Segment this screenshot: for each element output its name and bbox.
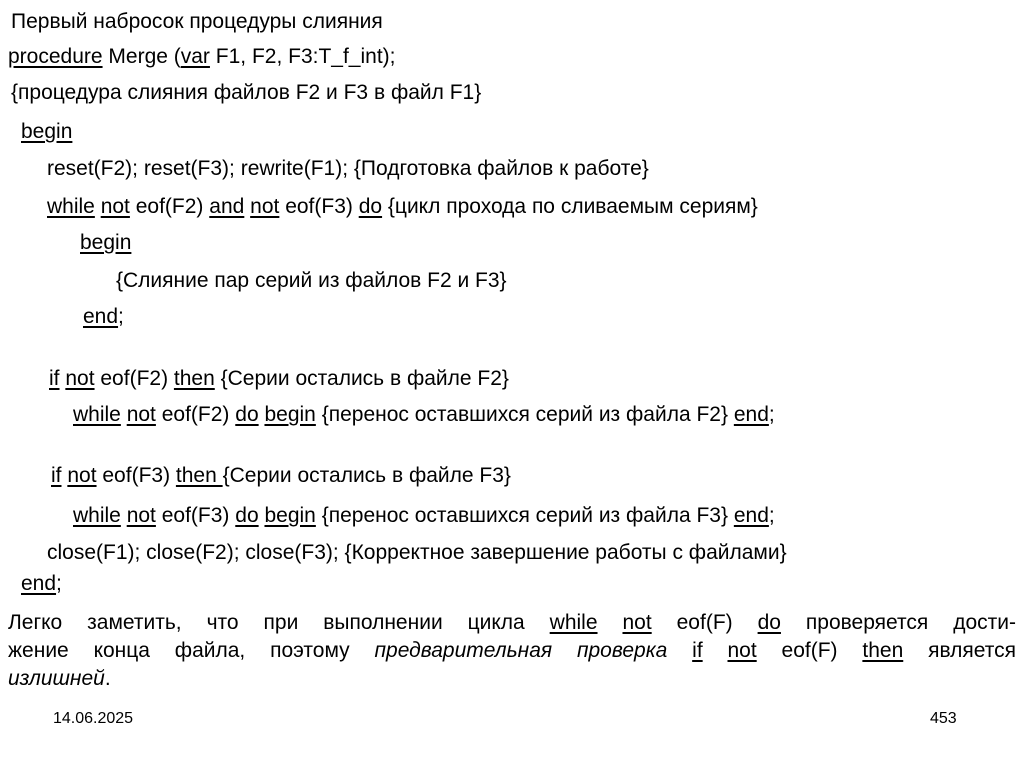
code-line-inner-begin [80, 230, 131, 256]
slide-title: Первый набросок процедуры слияния [11, 10, 383, 33]
code-line-if-f3 [51, 463, 511, 489]
kw-while: while [549, 611, 598, 634]
kw-if: if [692, 639, 703, 662]
para-text: eof(F) [651, 611, 758, 634]
code-text: ; [768, 403, 775, 426]
kw-while: while [47, 195, 95, 218]
code-line-begin [21, 119, 72, 145]
code-line-end [21, 571, 62, 597]
code-text: {Серии остались в файле F3} [222, 464, 511, 487]
code-line-close [47, 540, 787, 566]
kw-not: not [65, 367, 95, 390]
code-text: reset(F2); reset(F3); rewrite(F1); {Подготовка файлов к работе} [47, 157, 649, 180]
kw-do: do [235, 504, 259, 527]
footer-page-number: 453 [930, 710, 957, 727]
code-text: ; [118, 305, 124, 328]
kw-not: not [67, 464, 97, 487]
code-line-merge-comment [116, 268, 507, 294]
para-italic: предварительная проверка [374, 639, 668, 662]
code-line-comment [11, 80, 481, 106]
kw-begin: begin [21, 120, 73, 143]
kw-not: not [250, 195, 280, 218]
code-text: ; [768, 504, 775, 527]
code-text: eof(F2) [94, 367, 174, 390]
kw-begin: begin [264, 504, 316, 527]
code-text: eof(F3) [279, 195, 359, 218]
kw-then: then [175, 464, 223, 487]
code-text: close(F1); close(F2); close(F3); {Корректное завершение работы с файлами} [47, 541, 787, 564]
kw-end: end [21, 572, 57, 595]
code-text: {цикл прохода по сливаемым сериям} [382, 195, 758, 218]
para-text: Легко заметить, что при выполнении цикла [8, 611, 550, 634]
kw-then: then [862, 639, 904, 662]
code-text: eof(F2) [129, 195, 210, 218]
code-text: {Серии остались в файле F2} [214, 367, 509, 390]
para-text: . [104, 667, 111, 690]
kw-while: while [73, 504, 121, 527]
kw-end: end [733, 504, 769, 527]
para-text: является [903, 639, 1016, 662]
kw-not: not [126, 504, 156, 527]
kw-begin: begin [264, 403, 316, 426]
code-text: {перенос оставшихся серий из файла F2} [315, 403, 734, 426]
code-text: eof(F3) [96, 464, 176, 487]
code-line-while-f2 [73, 402, 775, 428]
kw-not: not [727, 639, 757, 662]
code-line-while-f3 [73, 503, 775, 529]
kw-do: do [358, 195, 383, 218]
code-line-reset [47, 156, 649, 182]
kw-then: then [173, 367, 215, 390]
kw-not: not [100, 195, 130, 218]
kw-var: var [180, 45, 210, 68]
kw-not: not [126, 403, 156, 426]
code-text: F1, F2, F3:T_f_int); [209, 45, 396, 68]
paragraph-row [8, 637, 1016, 665]
code-text: {перенос оставшихся серий из файла F3} [315, 504, 734, 527]
kw-not: not [622, 611, 652, 634]
code-text: ; [56, 572, 62, 595]
code-text: {Слияние пар серий из файлов F2 и F3} [116, 269, 507, 292]
space [703, 639, 728, 662]
paragraph-row [8, 665, 1016, 693]
code-line-procedure [8, 44, 396, 70]
kw-if: if [49, 367, 60, 390]
para-text: eof(F) [756, 639, 863, 662]
code-text: eof(F3) [155, 504, 236, 527]
paragraph-row [8, 609, 1016, 637]
kw-while: while [73, 403, 121, 426]
kw-and: and [209, 195, 245, 218]
kw-do: do [235, 403, 259, 426]
code-line-inner-end [83, 304, 124, 330]
space [598, 611, 623, 634]
kw-if: if [51, 464, 62, 487]
code-text: {процедура слияния файлов F2 и F3 в файл F1} [11, 81, 482, 104]
para-text: проверяется дости- [780, 611, 1016, 634]
kw-begin: begin [80, 231, 132, 254]
para-italic: излишней [8, 667, 105, 690]
kw-procedure: procedure [8, 45, 103, 68]
kw-end: end [733, 403, 769, 426]
code-text: Merge ( [102, 45, 181, 68]
footer-date: 14.06.2025 [53, 710, 134, 727]
space [667, 639, 692, 662]
code-line-while-main [47, 194, 758, 220]
code-line-if-f2 [49, 366, 509, 392]
code-text: eof(F2) [155, 403, 236, 426]
kw-do: do [757, 611, 781, 634]
explanation-paragraph [8, 609, 1016, 693]
para-text: жение конца файла, поэтому [8, 639, 375, 662]
kw-end: end [83, 305, 119, 328]
